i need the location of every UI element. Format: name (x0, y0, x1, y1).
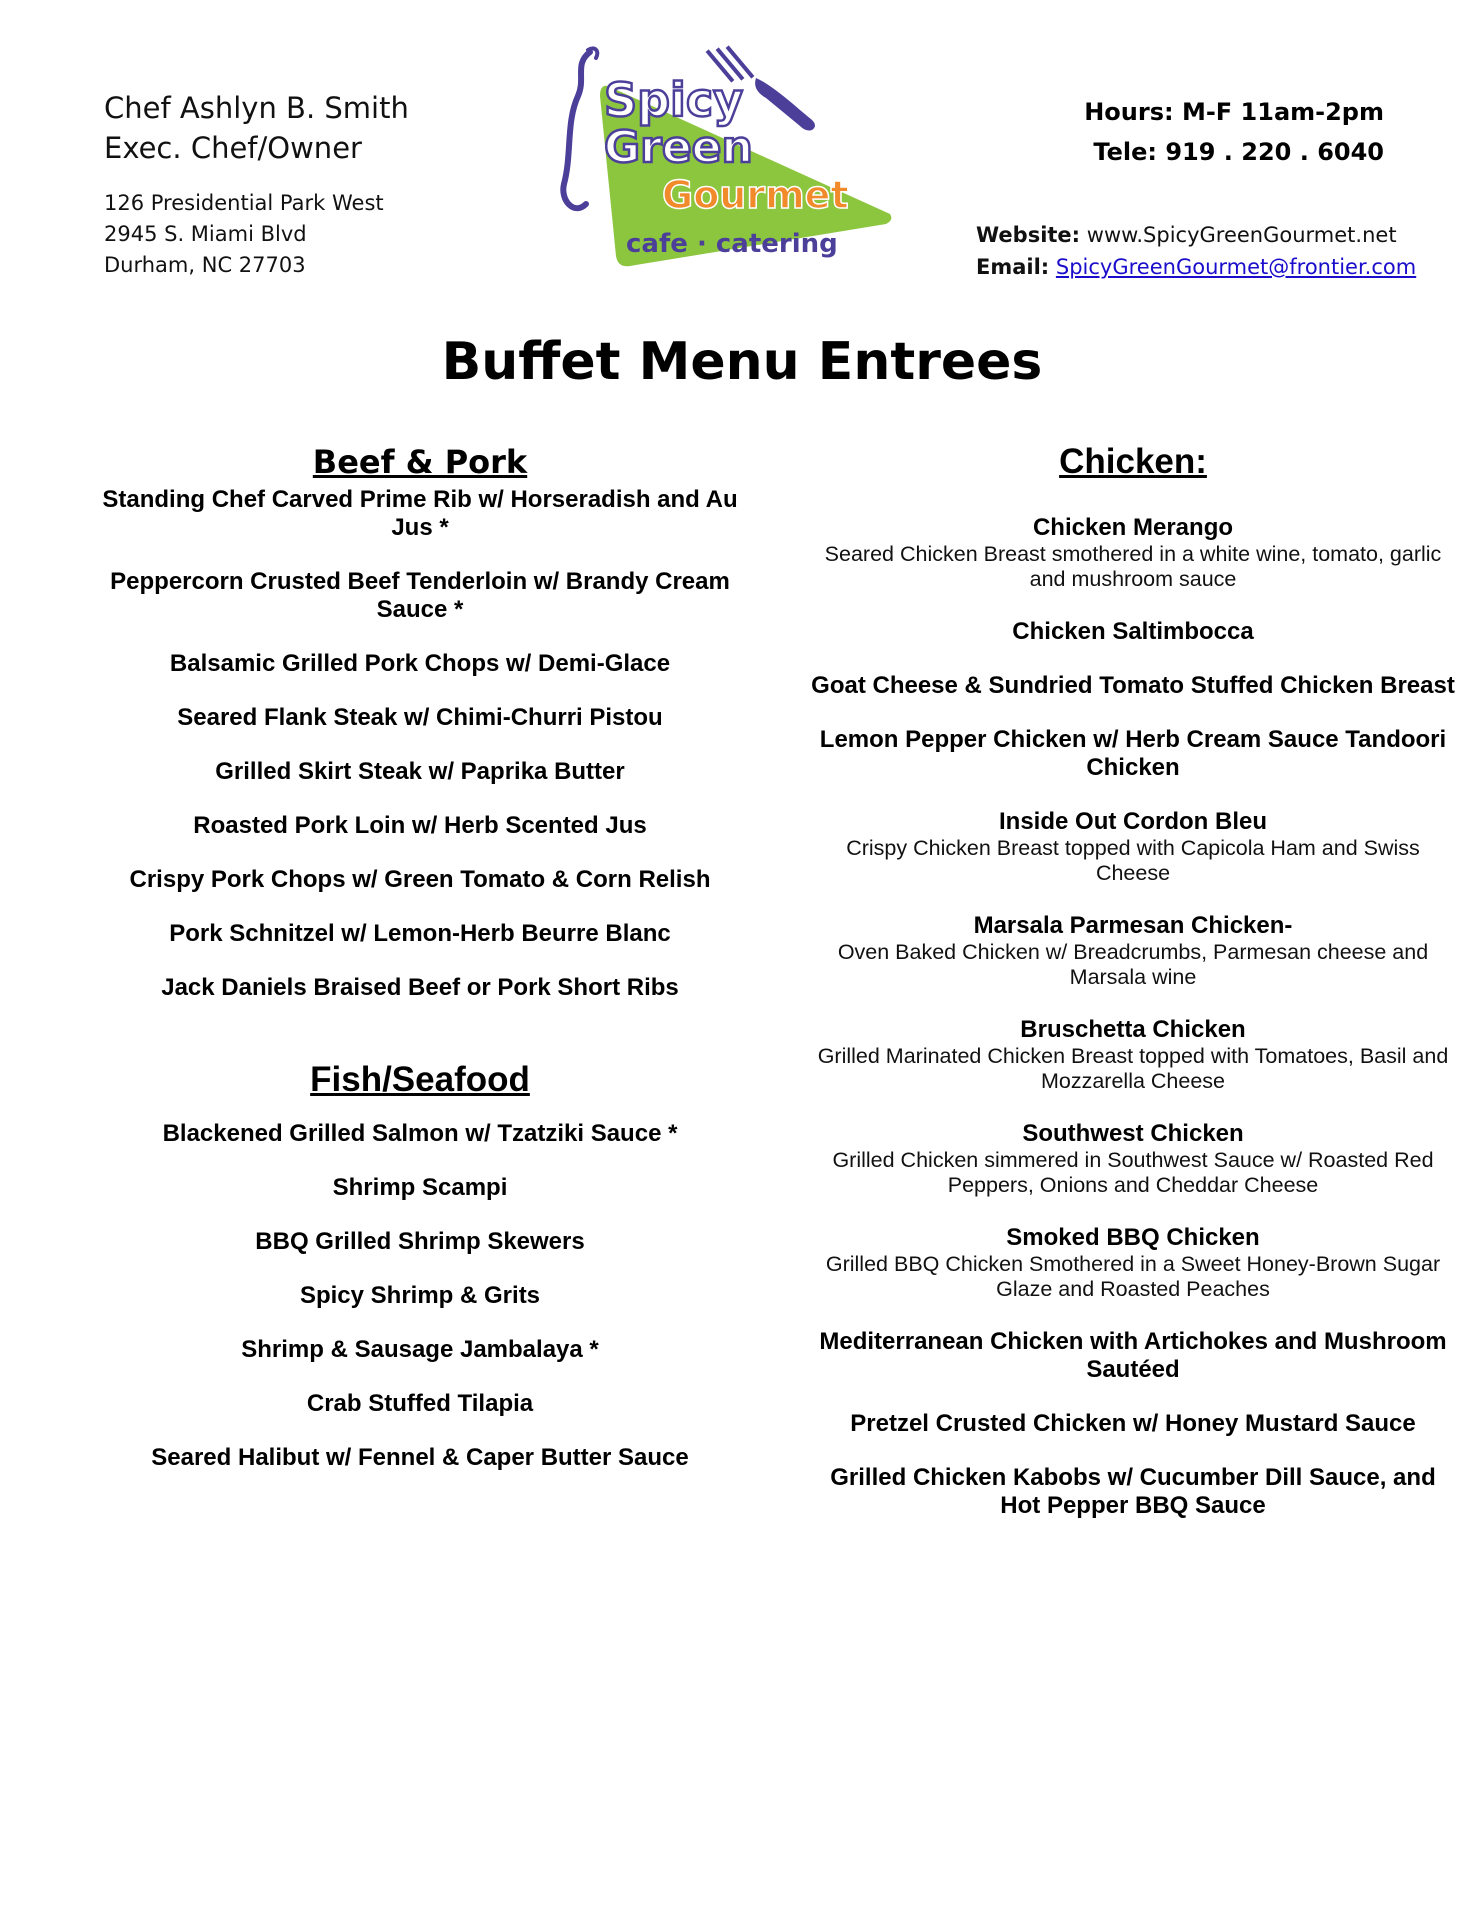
list-item (808, 912, 1458, 990)
item-description: Grilled Chicken simmered in Southwest Sauce w/ Roasted Red Peppers, Onions and Cheddar Cheese (832, 1148, 1434, 1197)
item-name: Marsala Parmesan Chicken- (973, 912, 1293, 939)
item-name: Blackened Grilled Salmon w/ Tzatziki Sauce * (162, 1120, 678, 1147)
list-item (92, 1228, 748, 1256)
item-name: Standing Chef Carved Prime Rib w/ Horseradish and Au Jus * (102, 486, 738, 541)
item-name: Chicken Saltimbocca (1012, 618, 1254, 645)
list-item (92, 486, 748, 542)
list-item (92, 758, 748, 786)
chicken-list (808, 514, 1458, 1520)
left-column (92, 440, 748, 1498)
list-item (92, 974, 748, 1002)
list-item (808, 1016, 1458, 1094)
spicy-green-gourmet-logo (560, 44, 900, 269)
item-description: Crispy Chicken Breast topped with Capicola Ham and Swiss Cheese (846, 836, 1420, 885)
list-item (92, 1120, 748, 1148)
address (104, 188, 384, 281)
item-name: Mediterranean Chicken with Artichokes and Mushroom Sautéed (819, 1328, 1447, 1383)
fish-heading: Fish/Seafood (310, 1060, 530, 1099)
fish-section (92, 1058, 748, 1472)
item-name: Grilled Skirt Steak w/ Paprika Butter (215, 758, 625, 785)
logo-spicy: Spicy (604, 73, 744, 127)
list-item (808, 808, 1458, 886)
list-item (92, 1390, 748, 1418)
item-name: Seared Halibut w/ Fennel & Caper Butter Sauce (151, 1444, 689, 1471)
chef-name: Chef Ashlyn B. Smith (104, 91, 409, 125)
list-item (808, 1120, 1458, 1198)
item-name: Shrimp & Sausage Jambalaya * (241, 1336, 599, 1363)
item-name: Balsamic Grilled Pork Chops w/ Demi-Glace (169, 650, 671, 677)
list-item (92, 650, 748, 678)
list-item (92, 1282, 748, 1310)
website-label: Website: (976, 223, 1081, 247)
email-label: Email: (976, 255, 1050, 279)
page-title: Buffet Menu Entrees (441, 332, 1043, 392)
item-name: Inside Out Cordon Bleu (999, 808, 1267, 835)
chicken-heading: Chicken: (1059, 442, 1207, 481)
logo-green: Green (604, 122, 753, 173)
item-name: Pretzel Crusted Chicken w/ Honey Mustard Sauce (850, 1410, 1416, 1437)
right-column (808, 440, 1458, 1546)
item-name: Jack Daniels Braised Beef or Pork Short Ribs (161, 974, 679, 1001)
item-name: Spicy Shrimp & Grits (299, 1282, 541, 1309)
item-name: Southwest Chicken (1022, 1120, 1244, 1147)
telephone: Tele: 919 . 220 . 6040 (1093, 138, 1384, 166)
list-item (92, 920, 748, 948)
email-link[interactable]: SpicyGreenGourmet@frontier.com (1055, 255, 1417, 279)
item-name: Crispy Pork Chops w/ Green Tomato & Corn Relish (129, 866, 711, 893)
logo-tagline: cafe · catering (626, 229, 838, 259)
item-name: Goat Cheese & Sundried Tomato Stuffed Chicken Breast (811, 672, 1455, 699)
website: www.SpicyGreenGourmet.net (1086, 223, 1397, 247)
item-description: Seared Chicken Breast smothered in a white wine, tomato, garlic and mushroom sauce (824, 542, 1442, 591)
item-name: BBQ Grilled Shrimp Skewers (255, 1228, 585, 1255)
list-item (808, 672, 1458, 700)
item-name: Chicken Merango (1032, 514, 1234, 541)
address-line: 126 Presidential Park West (104, 191, 384, 215)
list-item (92, 704, 748, 732)
list-item (92, 1174, 748, 1202)
beef-pork-heading: Beef & Pork (312, 443, 528, 481)
list-item (92, 866, 748, 894)
item-description: Grilled BBQ Chicken Smothered in a Sweet Honey-Brown Sugar Glaze and Roasted Peaches (825, 1252, 1441, 1301)
web-contact (976, 219, 1416, 283)
website-row (976, 219, 1416, 251)
list-item (92, 812, 748, 840)
list-item (92, 1444, 748, 1472)
hours-contact (1084, 92, 1384, 172)
email-row (976, 251, 1416, 283)
item-name: Smoked BBQ Chicken (1006, 1224, 1260, 1251)
logo-gourmet: Gourmet (662, 173, 849, 217)
address-line: Durham, NC 27703 (104, 253, 306, 277)
chef-info (104, 88, 409, 168)
list-item (808, 618, 1458, 646)
item-description: Oven Baked Chicken w/ Breadcrumbs, Parmesan cheese and Marsala wine (837, 940, 1429, 989)
chef-title: Exec. Chef/Owner (104, 131, 362, 165)
list-item (808, 1224, 1458, 1302)
list-item (92, 1336, 748, 1364)
item-name: Grilled Chicken Kabobs w/ Cucumber Dill Sauce, and Hot Pepper BBQ Sauce (830, 1464, 1436, 1519)
list-item (808, 1464, 1458, 1520)
item-name: Roasted Pork Loin w/ Herb Scented Jus (193, 812, 647, 839)
list-item (808, 1410, 1458, 1438)
list-item (92, 568, 748, 624)
fish-list (92, 1120, 748, 1472)
list-item (808, 514, 1458, 592)
item-name: Bruschetta Chicken (1020, 1016, 1246, 1043)
address-line: 2945 S. Miami Blvd (104, 222, 307, 246)
item-name: Seared Flank Steak w/ Chimi-Churri Pistou (177, 704, 663, 731)
beef-pork-list (92, 486, 748, 1002)
item-name: Crab Stuffed Tilapia (306, 1390, 534, 1417)
item-name: Lemon Pepper Chicken w/ Herb Cream Sauce Tandoori Chicken (819, 726, 1447, 781)
item-name: Shrimp Scampi (332, 1174, 508, 1201)
list-item (808, 1328, 1458, 1384)
hours: Hours: M-F 11am-2pm (1084, 98, 1384, 126)
item-description: Grilled Marinated Chicken Breast topped with Tomatoes, Basil and Mozzarella Cheese (817, 1044, 1449, 1093)
list-item (808, 726, 1458, 782)
item-name: Pork Schnitzel w/ Lemon-Herb Beurre Blanc (169, 920, 671, 947)
item-name: Peppercorn Crusted Beef Tenderloin w/ Brandy Cream Sauce * (110, 568, 730, 623)
